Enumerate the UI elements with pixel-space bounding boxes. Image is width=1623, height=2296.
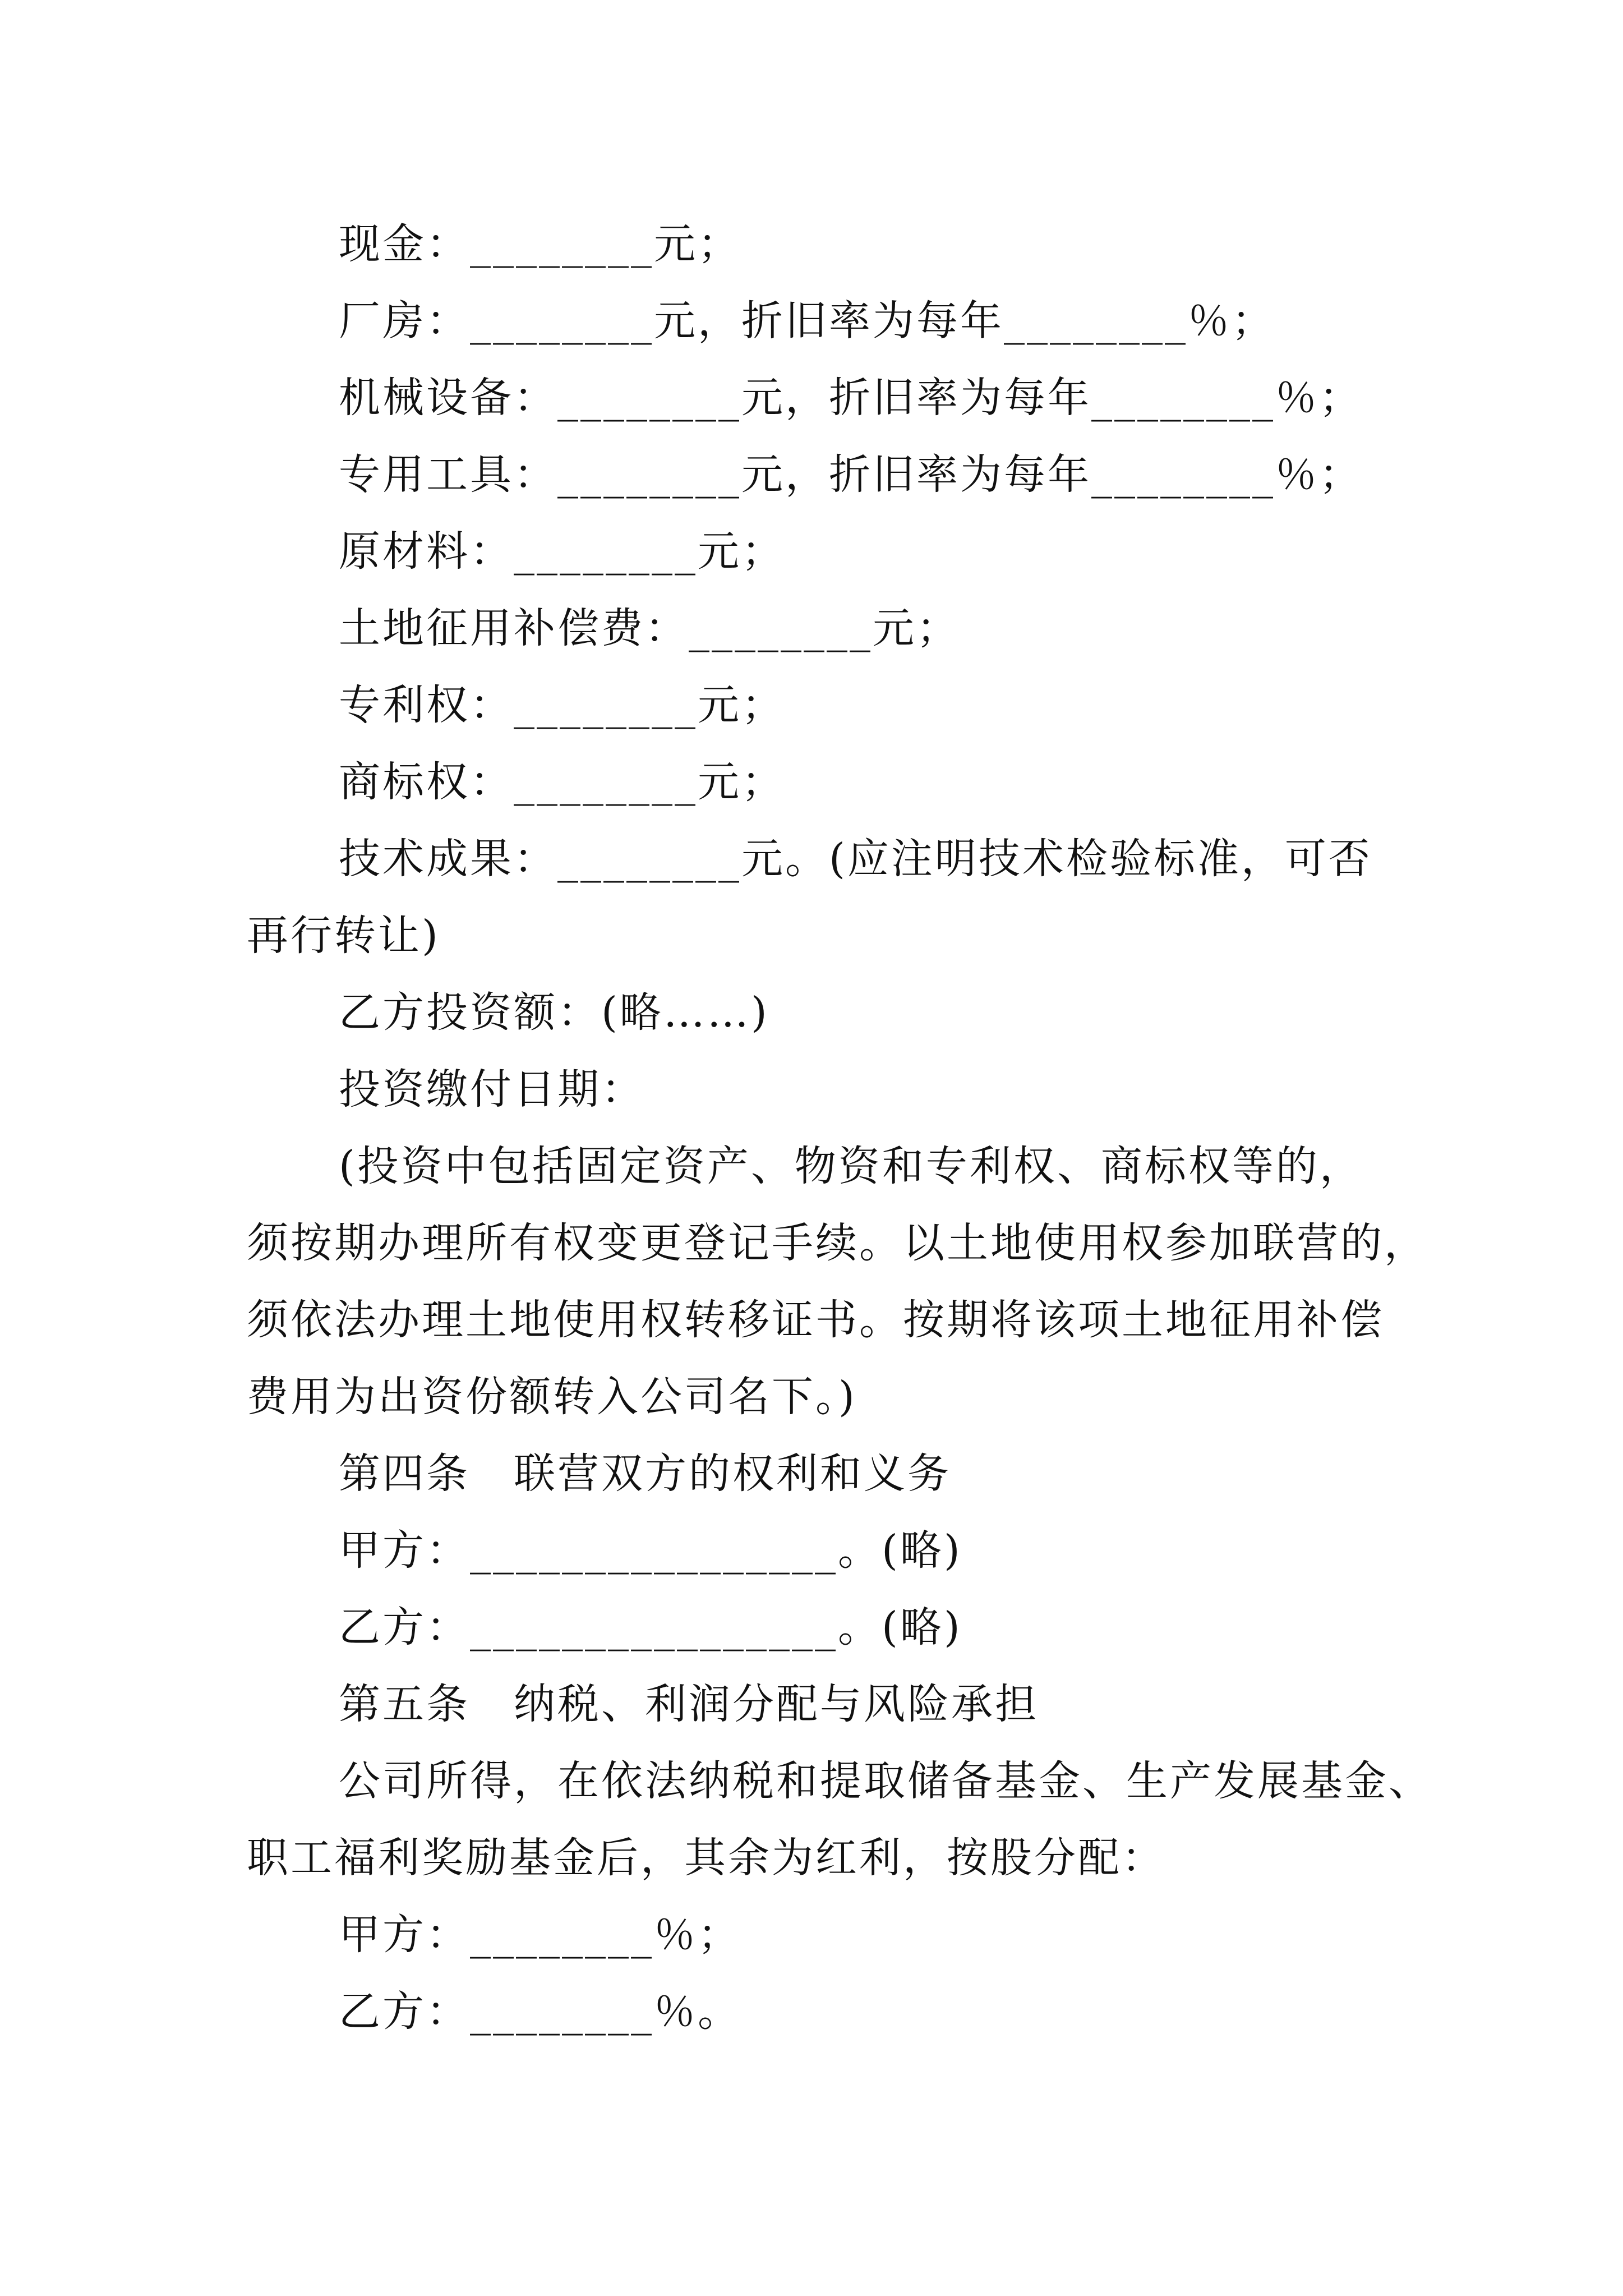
line-raw-materials: 原材料：________元； [339,527,785,576]
line-land-compensation: 土地征用补偿费：________元； [339,604,960,652]
line-party-b-rights: 乙方：________________。(略) [339,1603,962,1651]
line-tech-results-cont: 再行转让) [247,912,440,960]
line-special-tools: 专用工具：________元，折旧率为每年________％； [339,450,1363,499]
line-party-a-rights: 甲方：________________。(略) [339,1526,962,1575]
line-factory: 厂房：________元，折旧率为每年________％； [339,297,1275,345]
paragraph-line-2: 须按期办理所有权变更登记手续。以土地使用权参加联营的， [247,1219,1428,1267]
line-party-b-investment: 乙方投资额：(略……) [339,988,769,1037]
article-four-heading: 第四条 联营双方的权利和义务 [339,1450,951,1498]
line-trademark: 商标权：________元； [339,758,785,806]
profit-paragraph-line-2: 职工福利奖励基金后，其余为红利，按股分配： [247,1834,1165,1882]
line-patent: 专利权：________元； [339,681,785,729]
line-payment-date: 投资缴付日期： [339,1065,645,1114]
line-tech-results: 技术成果：________元。(应注明技术检验标准，可否 [339,835,1372,883]
paragraph-line-3: 须依法办理土地使用权转移证书。按期将该项土地征用补偿 [247,1296,1384,1344]
line-party-b-share: 乙方：________％。 [339,1987,741,2036]
line-party-a-share: 甲方：________％； [339,1911,741,1959]
paragraph-line-4: 费用为出资份额转入公司名下。) [247,1373,857,1421]
line-cash: 现金：________元； [339,220,741,268]
article-five-heading: 第五条 纳税、利润分配与风险承担 [339,1680,1039,1728]
line-machinery: 机械设备：________元，折旧率为每年________％； [339,374,1363,422]
profit-paragraph-line-1: 公司所得，在依法纳税和提取储备基金、生产发展基金、 [339,1757,1432,1805]
paragraph-line-1: (投资中包括固定资产、物资和专利权、商标权等的， [339,1142,1363,1190]
